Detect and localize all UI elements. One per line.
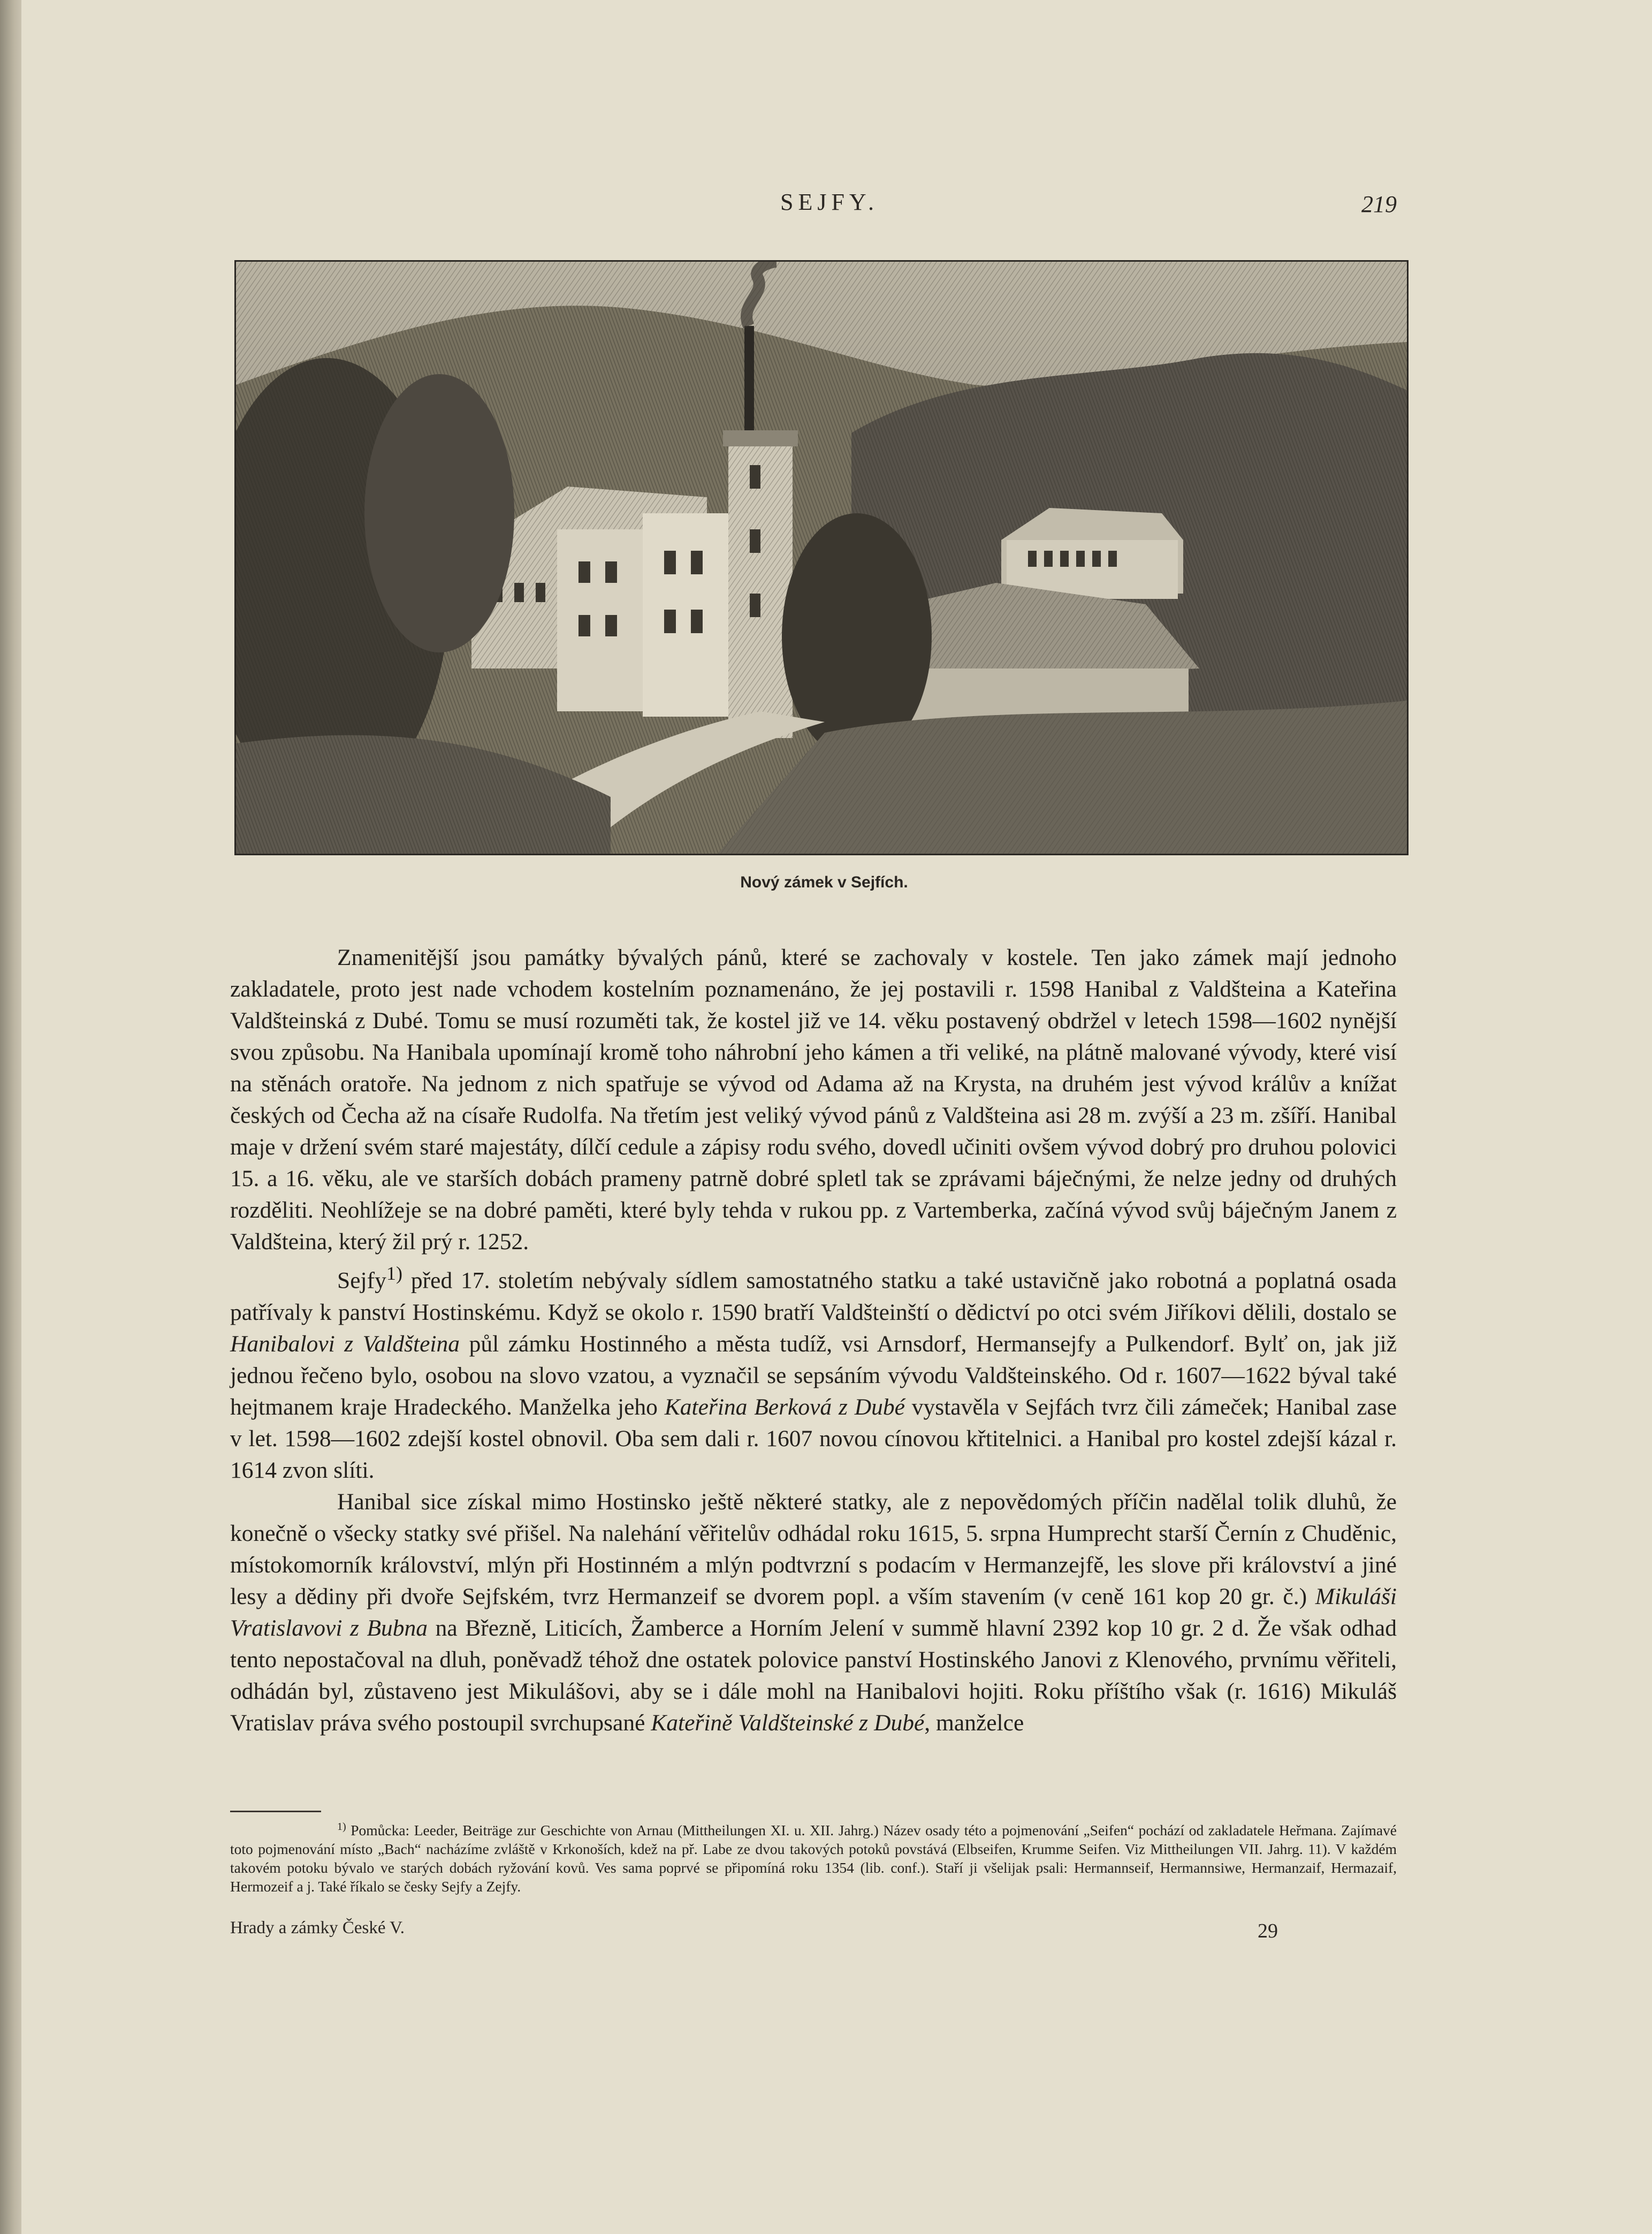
footnote-reference: 1) [386,1263,403,1284]
paragraph-3-part: , manželce [924,1709,1024,1736]
name-hanibal: Hanibalovi z Valdšteina [230,1331,460,1357]
footnote-text: Pomůcka: Leeder, Beiträge zur Geschichte von Arnau (Mittheilungen XI. u. XII. Jahrg.) Název osady této a pojmenování „Seifen“ pochází od zakladatele Heřmana. Zajímavé toto pojmenování místo „Bach“ nacházíme zvláště v Krkonoších, kdež na př. Labe ze dvou takových potoků povstává (Elbseifen, Krumme Seifen. Viz Mittheilungen VII. Jahrg. 11). V každém takovém potoku bývalo ve starých dobách ryžování kovů. Ves sama poprvé se připomíná roku 1354 (lib. conf.). Staří ji všelijak psali: Hermannseif, Hermannsiwe, Hermanzaif, Hermazaif, Hermozeif a j. Také říkalo se česky Sejfy a Zejfy. [230,1822,1397,1895]
main-text [230,942,1397,1739]
name-katerina-berkova: Kateřina Berková z Dubé [664,1394,905,1420]
footnote-rule [230,1811,321,1812]
page-number: 219 [1361,191,1397,217]
name-katerina-valdsteinska: Kateřině Valdšteinské z Dubé [651,1709,925,1736]
footnote-marker: 1) [337,1821,346,1833]
figure-caption: Nový zámek v Sejfích. [740,873,908,891]
running-title: SEJFY. [780,189,879,215]
paragraph-2-part: půl zámku Hostinného a města tudíž, vsi Arnsdorf, Hermansejfy a Pulkendorf. Bylť on, jak již jednou řečeno bylo, osobou na slovo vzatou, a vyznačil se sepsáním vývodu Valdšteinského. Od r. 1607—1622 býval také hejtmanem kraje Hradeckého. Manželka jeho [230,1331,1397,1420]
paragraph-2-part: před 17. stoletím nebývaly sídlem samostatného statku a také ustavičně jako robotná a poplatná osada patřívaly k panství Hostinskému. Když se okolo r. 1590 bratří Valdšteinští o dědictví po otci svém Jiříkovi dělili, dostalo se [230,1267,1397,1325]
paragraph-2-start: Sejfy [337,1267,386,1294]
name-mikulas-vratislav: Mikuláši Vratislavovi z Bubna [230,1583,1397,1641]
footer-book-title: Hrady a zámky České V. [230,1918,405,1937]
paragraph-3-part: na Březně, Liticích, Žamberce a Horním Jelení v summě hlavní 2392 kop 10 gr. 2 d. Že však odhad tento nepostačoval na dluh, poněvadž téhož dne ostatek polovice panství Hostinského Janovi z Klenového, prvnímu věřiteli, odhádán byl, zůstaveno jest Mikulášovi, aby se i dále mohl na Hanibalovi hojiti. Roku příštího však (r. 1616) Mikuláš Vratislav práva svého postoupil svrchupsané [230,1615,1397,1736]
paragraph-2 [230,1258,1397,1486]
paragraph-3-part: Hanibal sice získal mimo Hostinsko ještě některé statky, ale z nepovědomých příčin nadělal tolik dluhů, že konečně o všecky statky své přišel. Na nalehání věřitelův odhádal roku 1615, 5. srpna Humprecht starší Černín z Chuděnic, místokomorník království, mlýn při Hostinném a mlýn podtvrzní s podacím v Hermanzejfě, les slove při království a jiné lesy a dědiny při dvoře Sejfském, tvrz Hermanzeif se dvorem popl. a vším stavením (v ceně 161 kop 20 gr. č.) [230,1488,1397,1609]
paragraph-2-part: vystavěla v Sejfách tvrz čili zámeček; Hanibal zase v let. 1598—1602 zdejší kostel obnovil. Oba sem dali r. 1607 novou cínovou křtitelnici. a Hanibal pro kostel zdejší kázal r. 1614 zvon slíti. [230,1394,1397,1483]
paragraph-3 [230,1486,1397,1739]
engraving-illustration [234,260,1409,855]
engraving-drawing [236,262,1407,854]
paragraph-1: Znamenitější jsou památky bývalých pánů, které se zachovaly v kostele. Ten jako zámek mají jednoho zakladatele, proto jest nade vchodem kostelním poznamenáno, že jej postavili r. 1598 Hanibal z Valdšteina a Kateřina Valdšteinská z Dubé. Tomu se musí rozuměti tak, že kostel již ve 14. věku postavený obdržel v letech 1598—1602 nynější svou způsobu. Na Hanibala upomínají kromě toho náhrobní jeho kámen a tři veliké, na plátně malované vývody, které visí na stěnách oratoře. Na jednom z nich spatřuje se vývod od Adama až na Krysta, na druhém jest vývod králův a knížat českých od Čecha až na císaře Rudolfa. Na třetím jest veliký vývod pánů z Valdšteina asi 28 m. zvýší a 23 m. zšíří. Hanibal maje v držení svém staré majestáty, dílčí cedule a zápisy rodu svého, dovedl učiniti ovšem vývod dobrý pro druhou polovici 15. a 16. věku, ale ve starších dobách prameny patrně dobré spletl tak se zprávami báječnými, že nelze jedny od druhých rozděliti. Neohlížeje se na dobré paměti, které byly tehda v rukou pp. z Vartemberka, začíná vývod svůj báječným Janem z Valdšteina, který žil prý r. 1252. [230,945,1397,1255]
footer-signature-number: 29 [1258,1920,1278,1942]
footnote [230,1818,1397,1896]
